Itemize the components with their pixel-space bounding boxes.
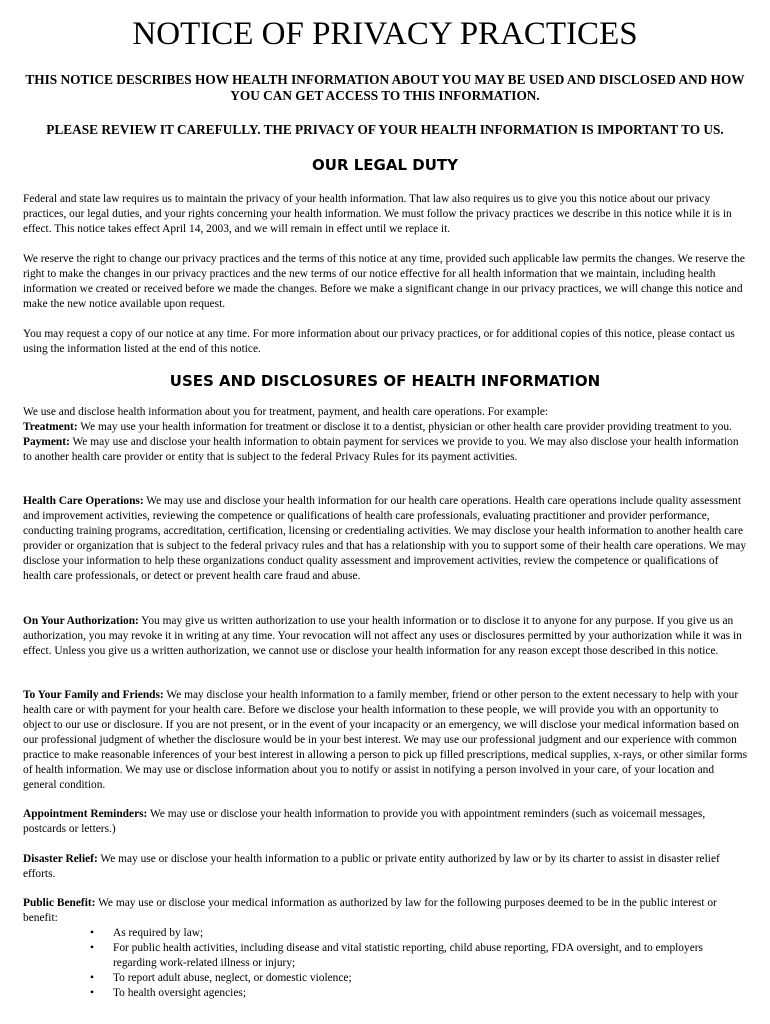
health-care-operations-paragraph (23, 494, 749, 584)
list-item: • For public health activities, including disease and vital statistic reporting, child abuse reporting, FDA oversight, and to employers regarding work-related illness or injury; (90, 942, 703, 969)
hco-text: We may use and disclose your health information for our health care operations. Health care operations include quality assessment and improvement activities, reviewing the competence or qualifications of health care professionals, evaluating practitioner and provider performance, conducting training programs, accreditation, certification, licensing or credentialing activities. We may disclose your health information to another health care provider or organization that is subject to the federal privacy rules and that has a relationship with you to support some of their health care operations. We may disclose your information to help these organizations conduct quality assessment and improvement activities, review the competence or qualifications of health care professionals, or detect or prevent health care fraud and abuse. (23, 495, 747, 582)
bullet-icon: • (90, 927, 94, 939)
authorization-text: You may give us written authorization to use your health information or to disclose it to anyone for any purpose. If you give us an authorization, you may revoke it in writing at any time. Your revocation will not affect any uses or disclosures permitted by your authorization while it was in effect. Unless you give us a written authorization, we cannot use or disclose your health information for any reason except those described in this notice. (23, 615, 742, 657)
public-benefit-list (23, 926, 749, 1001)
public-benefit-text: We may use or disclose your medical information as authorized by law for the following purposes deemed to be in the public interest or benefit: (23, 897, 717, 924)
list-item: • As required by law; (90, 927, 204, 939)
disaster-relief-paragraph (23, 852, 749, 882)
legal-duty-paragraph-3: You may request a copy of our notice at any time. For more information about our privacy practices, or for additional copies of this notice, please contact us using the information listed at the end of this notice. (23, 328, 735, 355)
payment-text: We may use and disclose your health information to obtain payment for services we provide to you. We may also disclose your health information to another health care provider or entity that is subject to the federal Privacy Rules for its payment activities. (23, 436, 739, 463)
payment-paragraph (23, 435, 749, 465)
public-benefit-label: Public Benefit: (23, 897, 96, 909)
authorization-label: On Your Authorization: (23, 615, 139, 627)
disaster-text: We may use or disclose your health information to a public or private entity authorized by law or by its charter to assist in disaster relief efforts. (23, 853, 720, 880)
public-benefit-paragraph (23, 896, 749, 926)
appointment-label: Appointment Reminders: (23, 808, 148, 820)
treatment-text: We may use your health information for treatment or disclose it to a dentist, physician or other health care provider providing treatment to you. (77, 421, 732, 433)
appointment-text: We may use or disclose your health information to provide you with appointment reminders (such as voicemail messages, postcards or letters.) (23, 808, 706, 835)
family-label: To Your Family and Friends: (23, 689, 164, 701)
page-title: NOTICE OF PRIVACY PRACTICES (132, 16, 638, 52)
list-item: • To report adult abuse, neglect, or domestic violence; (90, 972, 352, 984)
bullet-icon: • (90, 942, 94, 954)
uses-intro: We use and disclose health information about you for treatment, payment, and health care operations. For example: (23, 406, 549, 418)
list-item: • To health oversight agencies; (90, 987, 246, 999)
payment-label: Payment: (23, 436, 70, 448)
family-friends-paragraph (23, 688, 749, 793)
authorization-paragraph (23, 614, 749, 659)
appointment-reminders-paragraph (23, 807, 749, 837)
disaster-label: Disaster Relief: (23, 853, 98, 865)
bullet-icon: • (90, 987, 94, 999)
notice-description: THIS NOTICE DESCRIBES HOW HEALTH INFORMATION ABOUT YOU MAY BE USED AND DISCLOSED AND HOW YOU CAN GET ACCESS TO THIS INFORMATION. (25, 72, 745, 103)
treatment-paragraph (23, 420, 749, 435)
legal-duty-paragraph-1: Federal and state law requires us to maintain the privacy of your health information. That law also requires us to give you this notice about our privacy practices, our legal duties, and your rights concerning your health information. We must follow the privacy practices we describe in this notice while it is in effect. This notice takes effect April 14, 2003, and we will remain in effect until we replace it. (23, 193, 732, 235)
legal-duty-paragraph-2: We reserve the right to change our privacy practices and the terms of this notice at any time, provided such applicable law permits the changes. We reserve the right to make the changes in our privacy practices and the new terms of our notice effective for all health information that we maintain, including health information we created or received before we made the changes. Before we make a significant change in our privacy practices, we will change this notice and make the new notice available upon request. (23, 253, 745, 310)
hco-label: Health Care Operations: (23, 495, 144, 507)
uses-block (23, 405, 749, 465)
treatment-label: Treatment: (23, 421, 78, 433)
uses-heading: USES AND DISCLOSURES OF HEALTH INFORMATION (169, 372, 601, 390)
review-notice: PLEASE REVIEW IT CAREFULLY. THE PRIVACY OF YOUR HEALTH INFORMATION IS IMPORTANT TO US. (46, 122, 724, 137)
legal-duty-heading: OUR LEGAL DUTY (312, 156, 458, 174)
bullet-icon: • (90, 972, 94, 984)
family-text: We may disclose your health information to a family member, friend or other person to the extent necessary to help with your health care or with payment for your health care. Before we disclose your health information to these people, we will provide you with an opportunity to object to our use or disclosure. If you are not present, or in the event of your incapacity or an emergency, we will disclose your medical information based on our professional judgment of whether the disclosure would be in your best interest. We may use our professional judgment and our experience with common practice to make reasonable inferences of your best interest in allowing a person to pick up filled prescriptions, medical supplies, x-rays, or other similar forms of health information. We may use or disclose information about you to notify or assist in notifying a person involved in your care, of your location and general condition. (23, 689, 748, 791)
